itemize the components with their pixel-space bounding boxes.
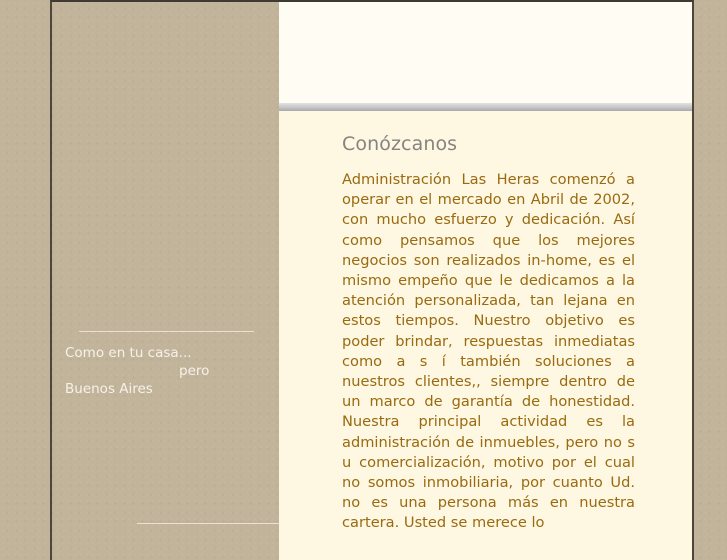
sidebar-divider-top — [79, 331, 254, 332]
sidebar-divider-bottom — [137, 523, 279, 524]
header-separator-bar — [279, 103, 692, 111]
sidebar — [52, 2, 279, 560]
content-section — [342, 133, 635, 534]
tagline — [65, 344, 265, 398]
main-column — [279, 2, 692, 560]
header-banner — [279, 2, 692, 103]
page-frame — [50, 0, 694, 560]
tagline-line-2: pero — [179, 363, 210, 379]
page-title: Conózcanos — [342, 133, 458, 155]
tagline-line-3: Buenos Aires — [65, 381, 153, 397]
tagline-line-1: Como en tu casa... — [65, 345, 192, 361]
about-paragraph: Administración Las Heras comenzó a operar en el mercado en Abril de 2002, con mucho esfuerzo y dedicación. Así como pensamos que los mejores negocios son realizados in-home, es el mismo empeño que le dedicamos a la atención personalizada, tan lejana en estos tiempos. Nuestro objetivo es poder brindar, respuestas inmediatas como a s í también soluciones a nuestros clientes,, siempre dentro de un marco de garantía de honestidad. Nuestra principal actividad es la administración de inmuebles, pero no s u comercialización, motivo por el cual no somos inmobiliaria, por cuanto Ud. no es una persona más en nuestra cartera. Usted se merece lo — [342, 171, 635, 532]
